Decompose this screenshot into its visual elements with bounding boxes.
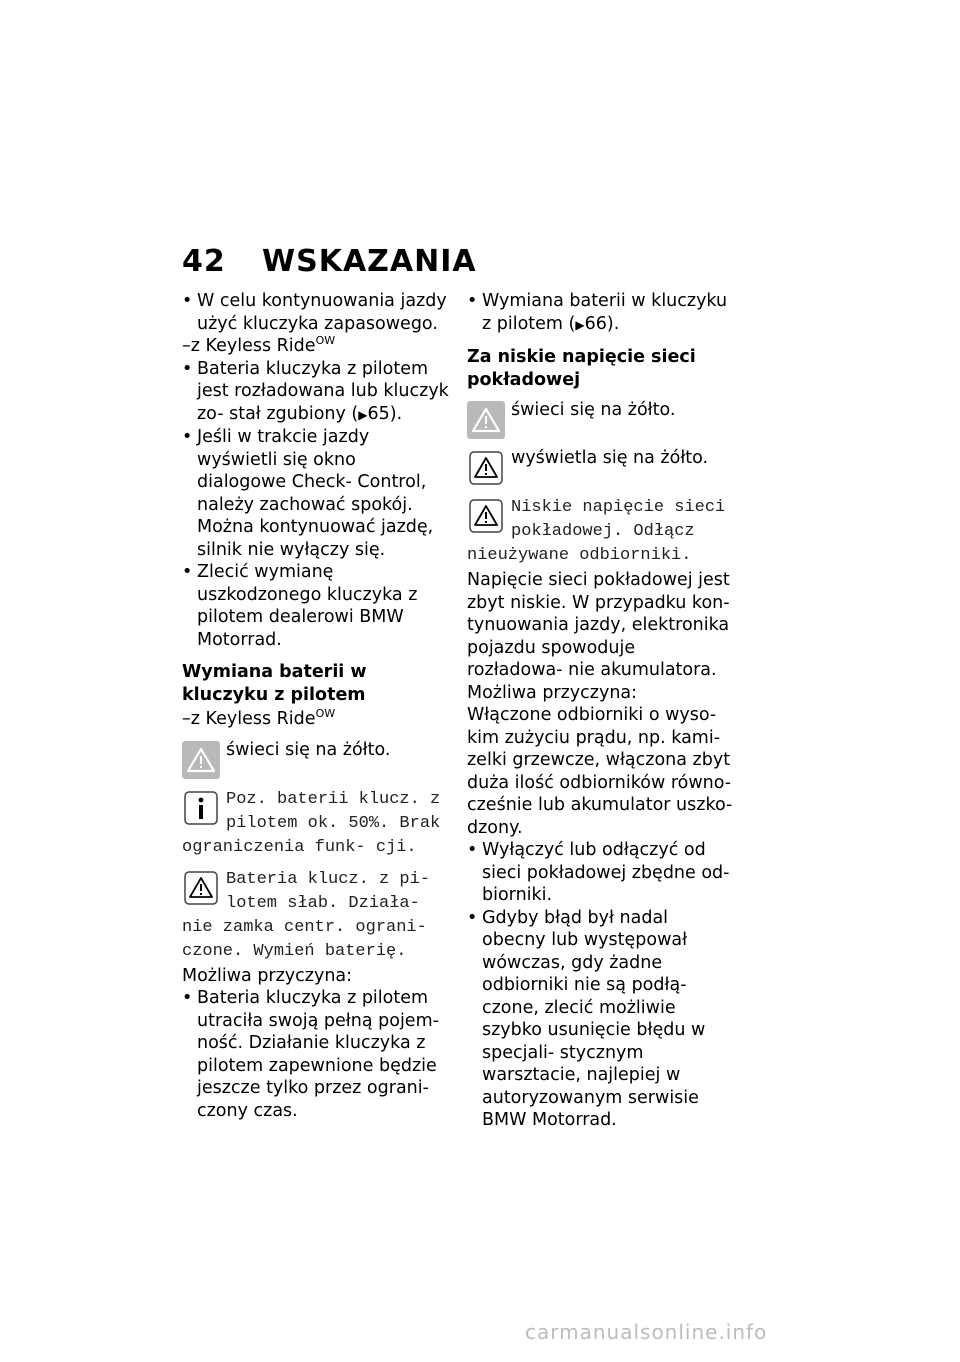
bullet-item: • W celu kontynuowania jazdy użyć kluczyka zapasowego. [182,290,450,335]
indicator-row [467,495,735,567]
indicator-row [467,399,735,439]
indicator-row [182,739,450,779]
display-message: Bateria klucz. z pi- lotem słab. Działa- nie zamka centr. ograni- czone. Wymień baterię. [182,869,431,961]
keyless-note: –z Keyless Ride$^{OW}$ [182,707,336,729]
left-column [182,290,450,1122]
warning-triangle-icon [182,741,220,779]
display-message: Niskie napięcie sieci pokładowej. Odłącz nieużywane odbiorniki. [467,498,726,565]
ow-superscript: OW [315,334,336,348]
section-heading: Wymiana baterii w kluczyku z pilotem [182,662,367,705]
watermark: carmanualsonline.info [525,1320,768,1344]
indicator-text: wyświetla się na żółto. [511,448,709,468]
bullet-item: • Jeśli w trakcie jazdy wyświetli się okno dialogowe Check- Control, należy zachować spokój. Można kontynuować jazdę, silnik nie wyłączy się. [182,426,450,561]
bullet-item: • Zlecić wymianę uszkodzonego kluczyka z pilotem dealerowi BMW Motorrad. [182,561,450,651]
indicator-text: świeci się na żółto. [226,739,391,760]
right-column [467,290,735,1132]
page-ref-arrow-icon: ▶︎ [575,317,585,332]
indicator-row [182,787,450,859]
indicator-row [467,447,735,487]
keyless-note: –z Keyless Ride$^{OW}$ [182,334,336,356]
section-heading: Za niskie napięcie sieci pokładowej [467,347,696,390]
cause-label: Możliwa przyczyna: [182,965,353,986]
warning-triangle-icon [467,401,505,439]
bullet-item: • Bateria kluczyka z pilotem utraciła swoją pełną pojem- ność. Działanie kluczyka z pilotem zapewnione będzie jeszcze tylko przez ograni- czony czas. [182,987,450,1122]
indicator-text: świeci się na żółto. [511,400,676,420]
page-header [182,244,477,279]
bullet-item: • Wyłączyć lub odłączyć od sieci pokładowej zbędne od- biorniki. [467,839,735,907]
section-title: WSKAZANIA [262,244,477,279]
warning-triangle-icon [182,869,220,907]
warning-triangle-icon [467,449,505,487]
bullet-item: • Wymiana baterii w kluczyku z pilotem (▶︎66). [467,290,735,336]
warning-triangle-icon [467,497,505,535]
bullet-item: • Bateria kluczyka z pilotem jest rozładowana lub kluczyk zo- stał zgubiony (▶︎65). [182,358,450,427]
body-paragraph: Napięcie sieci pokładowej jest zbyt niskie. W przypadku kon- tynuowania jazdy, elektronika pojazdu spowoduje rozładowa- nie akumulatora. [467,570,730,680]
cause-label: Możliwa przyczyna: [467,682,638,703]
indicator-row [182,867,450,963]
page-ref-arrow-icon: ▶︎ [358,407,368,422]
info-icon [182,789,220,827]
body-paragraph: Włączone odbiorniki o wyso- kim zużyciu prądu, np. kami- zelki grzewcze, włączona zbyt duża ilość odbiorników równo- cześnie lub akumulator uszko- dzony. [467,705,733,838]
ow-superscript: OW [315,707,336,721]
bullet-item: • Gdyby błąd był nadal obecny lub występował wówczas, gdy żadne odbiorniki nie są podłą- czone, zlecić możliwie szybko usunięcie błędu w specjali- stycznym warsztacie, najlepiej w autoryzowanym serwisie BMW Motorrad. [467,907,735,1132]
display-message: Poz. baterii klucz. z pilotem ok. 50%. Brak ograniczenia funk- cji. [182,789,441,857]
page-number: 42 [182,244,226,279]
